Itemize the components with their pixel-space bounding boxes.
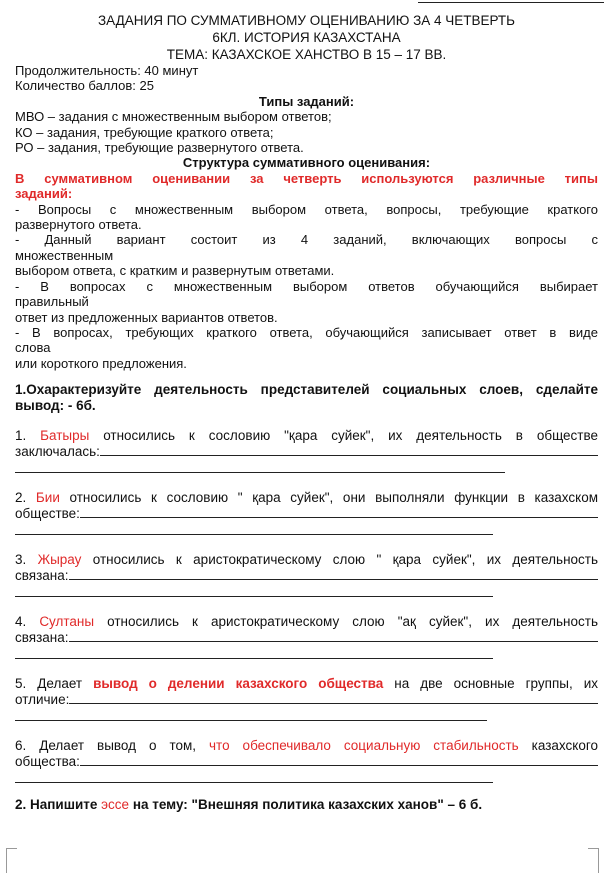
item-prefix: 4.	[15, 614, 40, 630]
task2-text: на тему: "Внешняя политика казахских ханов" – 6 б.	[129, 797, 483, 813]
structure-line-7: правильный	[15, 294, 89, 310]
item-text: относились к сословию "қара суйек", их деятельность в обществе	[89, 428, 598, 444]
answer-line[interactable]	[15, 596, 493, 597]
structure-line-8: ответ из предложенных вариантов ответов.	[15, 309, 278, 325]
type-item-ko: КО – задания, требующие краткого ответа;	[15, 124, 274, 140]
type-item-mvo: МВО – задания с множественным выбором ответов;	[15, 109, 332, 125]
item-keyword: вывод о делении казахского общества	[93, 676, 384, 692]
duration-value: 40 минут	[140, 63, 199, 78]
structure-red-line-1: В суммативном оценивании за четверть используются различные типы	[15, 170, 598, 186]
item-text: относились к аристократическому слою " қара суйек", их деятельность	[81, 552, 598, 568]
task1-item-2	[15, 490, 598, 535]
item-continuation: заключалась:	[15, 444, 100, 460]
item-keyword: что обеспечивало социальную стабильность	[209, 738, 519, 754]
task1-item-4	[15, 614, 598, 659]
item-keyword: Бии	[35, 490, 60, 506]
answer-field[interactable]	[80, 754, 598, 766]
item-prefix: 5. Делает	[15, 676, 94, 692]
task2-keyword: эссе	[101, 797, 130, 813]
answer-line[interactable]	[15, 658, 493, 659]
answer-line[interactable]	[15, 534, 493, 535]
structure-line-5: выбором ответа, с кратким и развернутым ответами.	[15, 263, 335, 279]
header-line-3: ТЕМА: КАЗАХСКОЕ ХАНСТВО В 15 – 17 ВВ.	[166, 47, 447, 62]
item-continuation: связана:	[15, 630, 69, 646]
page-corner-left	[6, 848, 17, 873]
top-rule	[418, 2, 604, 3]
structure-line-6: - В вопросах с множественным выбором ответов обучающийся выбирает	[15, 278, 598, 294]
answer-line[interactable]	[15, 472, 505, 473]
item-continuation: общества:	[15, 754, 80, 770]
type-item-ro: РО – задания, требующие развернутого ответа.	[15, 140, 304, 156]
item-continuation: связана:	[15, 568, 69, 584]
structure-line-2: развернутого ответа.	[15, 217, 142, 233]
answer-line[interactable]	[15, 782, 493, 783]
task1-line-2: вывод: - 6б.	[15, 398, 96, 414]
duration	[15, 63, 598, 78]
header-line-1: ЗАДАНИЯ ПО СУММАТИВНОМУ ОЦЕНИВАНИЮ ЗА 4 ЧЕТВЕРТЬ	[97, 13, 516, 28]
task1-item-5	[15, 676, 598, 721]
document-header	[15, 12, 598, 63]
points	[15, 78, 598, 93]
types-title: Типы заданий:	[258, 93, 355, 109]
points-value: 25	[135, 78, 154, 94]
task1-item-1	[15, 428, 598, 473]
structure-red-line-2: заданий:	[15, 186, 73, 202]
document-content	[15, 12, 598, 813]
structure-line-4: множественным	[15, 247, 114, 263]
item-prefix: 1.	[15, 428, 41, 444]
item-continuation: обществе:	[15, 506, 80, 522]
item-text: на две основные группы, их	[383, 676, 599, 692]
answer-field[interactable]	[69, 692, 598, 704]
header-line-2: 6КЛ. ИСТОРИЯ КАЗАХСТАНА	[212, 30, 401, 45]
page-corner-right	[588, 848, 599, 873]
answer-field[interactable]	[80, 506, 598, 518]
item-keyword: Султаны	[39, 614, 95, 630]
item-text: казахского	[518, 738, 598, 754]
task2-prefix: 2. Напишите	[15, 797, 102, 813]
structure-line-10: слова	[15, 340, 51, 356]
answer-field[interactable]	[69, 630, 599, 642]
item-text: относились к сословию " қара суйек", они выполняли функции в казахском	[59, 490, 598, 506]
structure-line-11: или короткого предложения.	[15, 355, 187, 371]
answer-line[interactable]	[15, 720, 487, 721]
item-prefix: 2.	[15, 490, 36, 506]
item-text: относились к аристократическому слою "ақ суйек", их деятельность	[94, 614, 598, 630]
task2	[15, 797, 598, 813]
task1-item-6	[15, 738, 598, 783]
structure-line-3: - Данный вариант состоит из 4 заданий, включающих вопросы с	[15, 232, 598, 248]
task1-item-3	[15, 552, 598, 597]
item-keyword: Жырау	[37, 552, 82, 568]
item-keyword: Батыры	[40, 428, 90, 444]
item-prefix: 3.	[15, 552, 38, 568]
item-prefix: 6. Делает вывод о том,	[15, 738, 210, 754]
structure-title: Структура суммативного оценивания:	[182, 155, 431, 171]
duration-label: Продолжительность:	[15, 63, 141, 78]
task1-line-1: 1.Охарактеризуйте деятельность представителей социальных слоев, сделайте	[15, 382, 598, 398]
points-label: Количество баллов:	[15, 78, 136, 94]
structure-line-9: - В вопросах, требующих краткого ответа, обучающийся записывает ответ в виде	[15, 324, 598, 340]
answer-field[interactable]	[100, 444, 598, 456]
answer-field[interactable]	[69, 568, 599, 580]
structure-line-1: - Вопросы с множественным выбором ответа, вопросы, требующие краткого	[15, 201, 598, 217]
item-continuation: отличие:	[15, 692, 70, 708]
